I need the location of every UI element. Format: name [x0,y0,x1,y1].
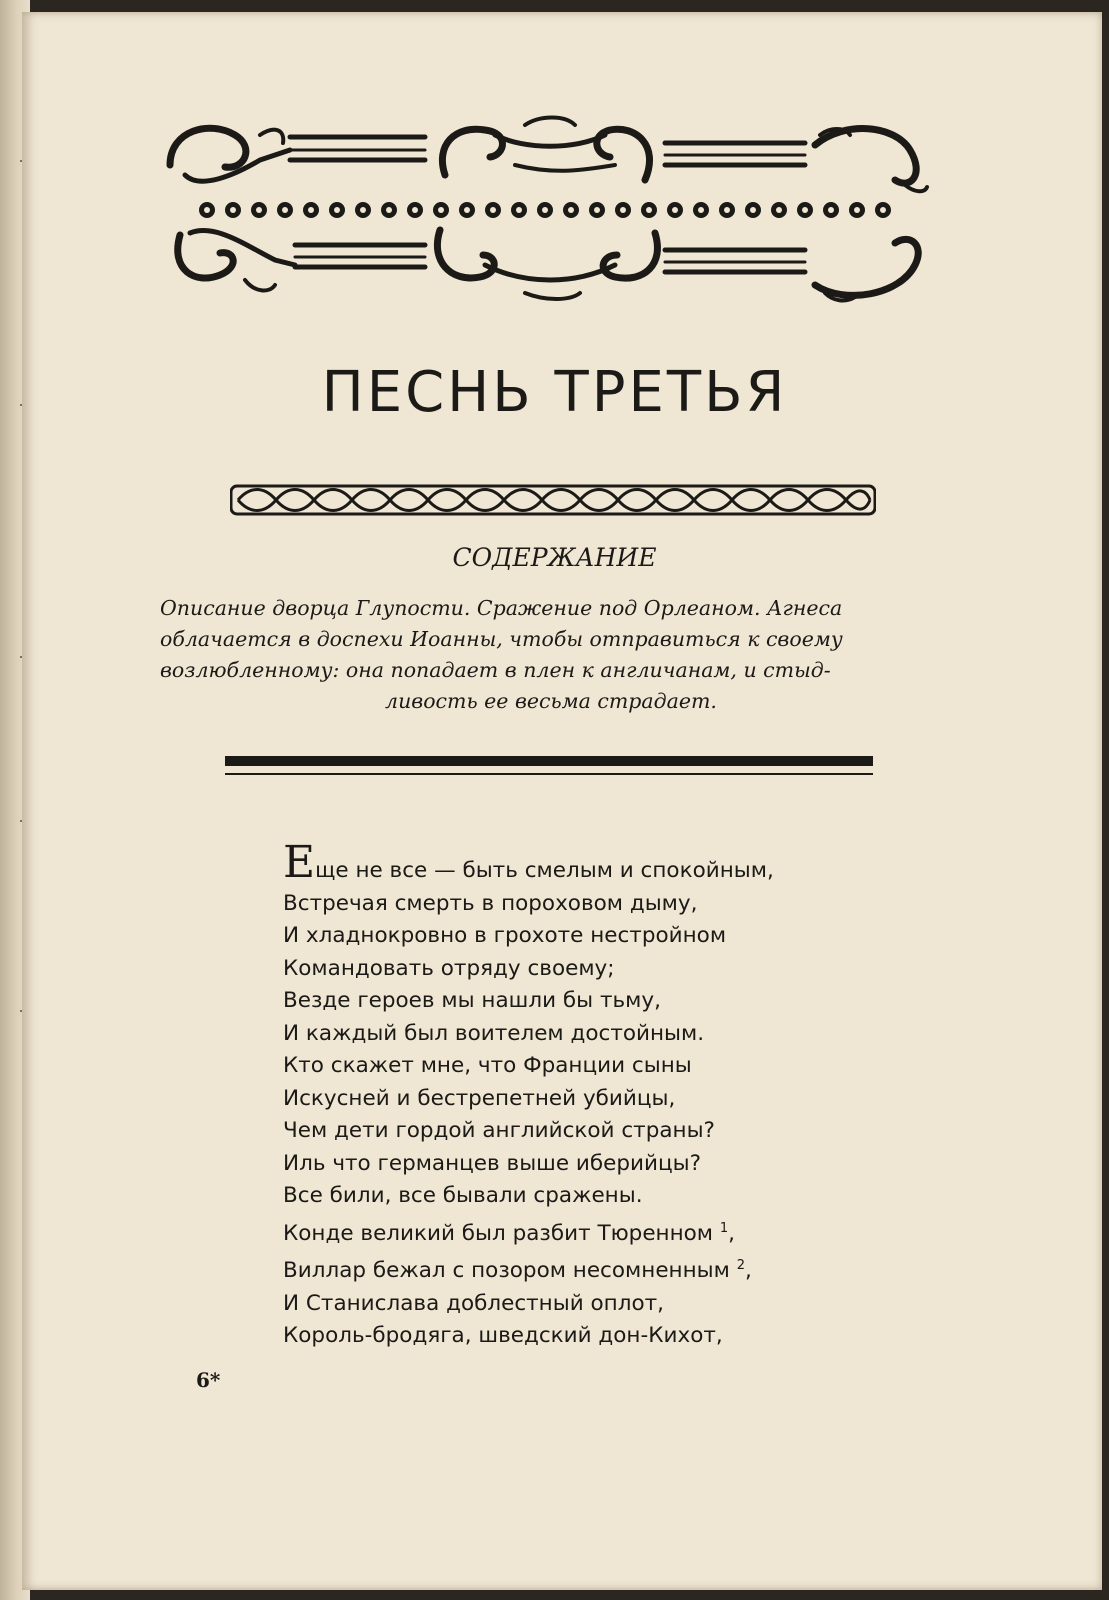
section-rule-thick [225,756,873,766]
verse-stanza [283,837,774,1353]
page-number: 6* [196,1368,221,1392]
summary-line: облачается в доспехи Иоанны, чтобы отправиться к своему [160,627,843,651]
verse-line: Командовать отряду своему; [283,955,615,981]
verse-line: Король-бродяга, шведский дон-Кихот, [283,1323,723,1349]
verse-line: Иль что германцев выше иберийцы? [283,1150,701,1176]
verse-line: Чем дети гордой английской страны? [283,1118,715,1143]
verse-punctuation: , [728,1220,736,1246]
verse-line [283,1250,774,1288]
section-rule-thin [225,773,873,775]
footnote-marker[interactable]: 2 [736,1258,745,1274]
verse-line: Везде героев мы нашли бы тьму, [283,988,661,1013]
verse-line: Искусней и бестрепетней убийцы, [283,1085,676,1111]
summary-line: Описание дворца Глупости. Сражение под Орлеаном. Агнеса [160,596,843,620]
verse-first-line-text: ще не все — быть смелым и спокойным, [315,858,774,883]
verse-line: И каждый был воителем достойным. [283,1020,705,1046]
verse-line-text: Конде великий был разбит Тюренном [283,1220,714,1246]
contents-heading: СОДЕРЖАНИЕ [452,543,657,572]
chapter-summary [160,593,942,717]
verse-line: И хладнокровно в грохоте нестройном [283,923,727,948]
verse-punctuation: , [744,1258,752,1284]
summary-line: возлюбленному: она попадает в плен к англичанам, и стыд- [160,658,831,682]
summary-line: ливость ее весьма страдает. [385,689,717,713]
chapter-title: ПЕСНЬ ТРЕТЬЯ [321,360,788,425]
braid-ornament-divider [230,484,876,516]
verse-line [283,837,774,888]
verse-line: Кто скажет мне, что Франции сыны [283,1053,692,1078]
footnote-marker[interactable]: 1 [719,1220,729,1236]
drop-cap: Е [283,837,316,888]
verse-line: Встречая смерть в пороховом дыму, [283,890,698,916]
verse-line-text: Виллар бежал с позором несомненным [283,1258,730,1284]
verse-line: Все били, все бывали сражены. [283,1183,643,1208]
verse-line [283,1213,774,1251]
verse-line: И Станислава доблестный оплот, [283,1290,664,1316]
scroll-ornament-headpiece [165,115,945,315]
